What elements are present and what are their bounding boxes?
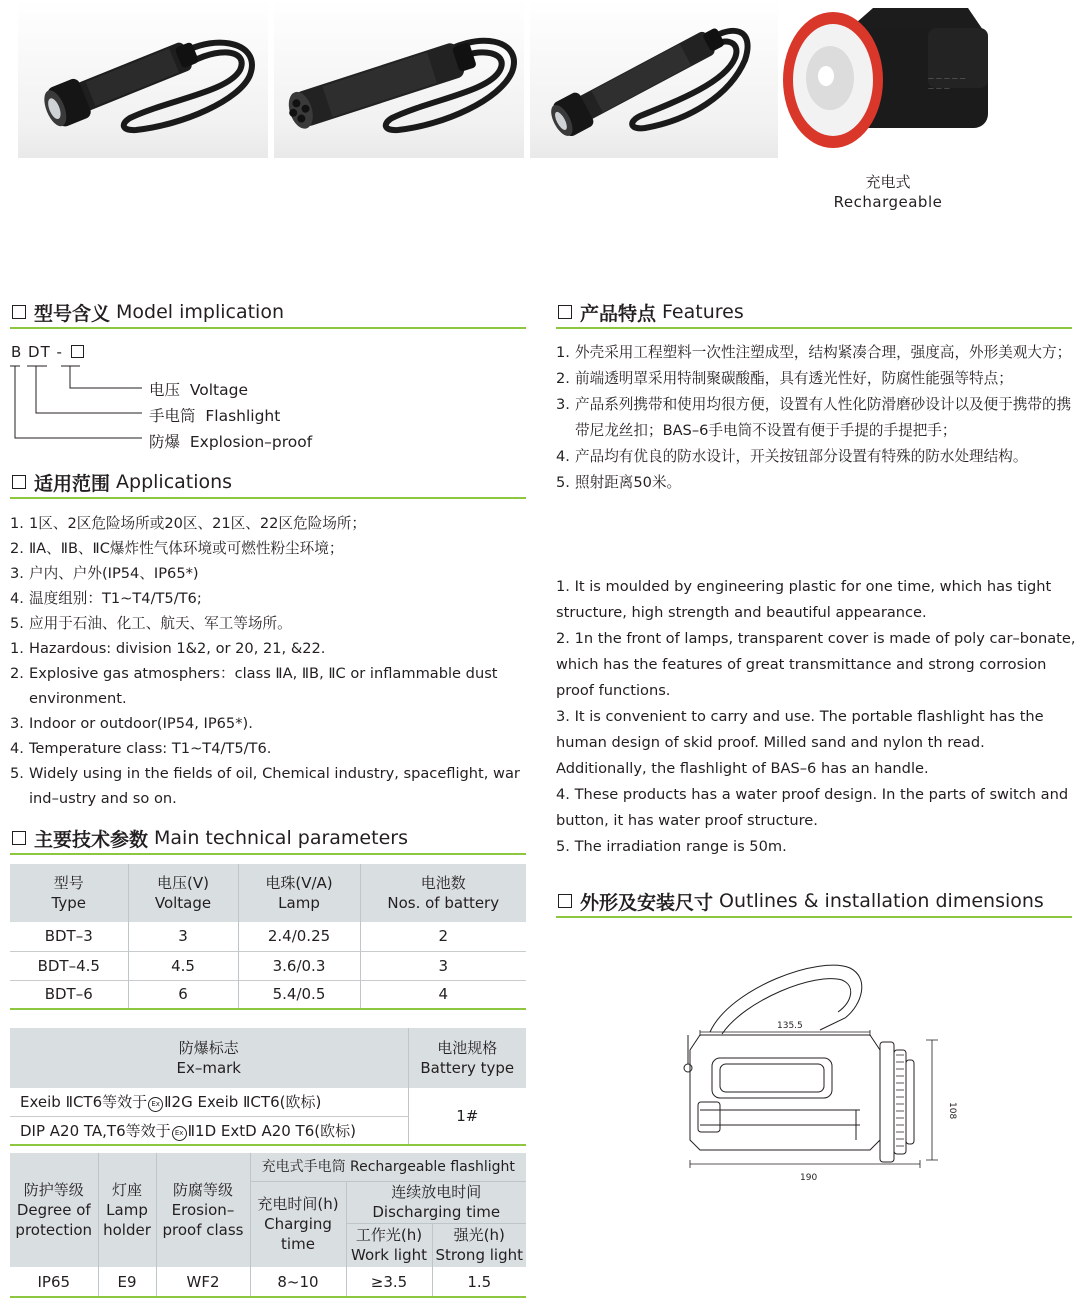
list-item: 1. 外壳采用工程塑料一次性注塑成型，结构紧凑合理，强度高，外形美观大方；: [556, 344, 1072, 361]
section-heading-cn: 型号含义: [34, 302, 111, 325]
list-item: 1. 1区、2区危险场所或20区、21区、22区危险场所；: [10, 515, 366, 532]
exmark-table: [10, 1028, 526, 1146]
rechargeable-caption-en: Rechargeable: [833, 193, 943, 211]
parameters-table: [10, 864, 526, 1010]
list-item: 5. 应用于石油、化工、航天、军工等场所。: [10, 615, 292, 632]
list-item: 3. 产品系列携带和使用均很方便，设置有人性化防滑磨砂设计以及便于携带的携带尼龙丝扣；BAS–6手电筒不设置有便于手提的手提把手；: [556, 396, 1072, 439]
list-item: 5. 照射距离50米。: [556, 474, 682, 491]
table-row: BDT–6 6 5.4/0.5 4: [10, 980, 526, 1009]
list-item: 5. The irradiation range is 50m.: [556, 838, 787, 855]
outline-drawing: [670, 960, 970, 1240]
product-photo-flashlight-1: [18, 0, 268, 158]
rechargeable-table: [10, 1153, 526, 1298]
section-heading-outlines: [556, 886, 1072, 918]
list-item: 2. 1n the front of lamps, transparent cover is made of poly car–bonate, which has the features of great transmittance and strong corrosion proof functions.: [556, 630, 1076, 699]
list-item: 3. It is convenient to carry and use. The portable flashlight has the human design of skid proof. Milled sand and nylon th read. Additionally, the flashlight of BAS–6 has an handle.: [556, 708, 1044, 777]
table-header: 灯座 Lamp holder: [98, 1153, 156, 1267]
list-item: 4. These products has a water proof design. In the parts of switch and button, it has water proof structure.: [556, 786, 1069, 829]
section-heading-parameters: [10, 823, 526, 855]
section-heading-en: Applications: [116, 471, 233, 493]
section-heading-cn: 产品特点: [580, 302, 657, 325]
section-heading-cn: 外形及安装尺寸: [580, 891, 714, 914]
checkbox-square-icon: [12, 305, 26, 319]
features-cn-list: [556, 340, 1074, 496]
table-header: 防护等级 Degree of protection: [10, 1153, 98, 1267]
list-item: 4. 产品均有优良的防水设计，开关按钮部分设置有特殊的防水处理结构。: [556, 448, 1028, 465]
product-photo-flashlight-2: [274, 0, 524, 158]
section-heading-cn: 主要技术参数: [34, 828, 149, 851]
table-header: 连续放电时间 Discharging time: [346, 1181, 526, 1223]
table-row: BDT–3 3 2.4/0.25 2: [10, 922, 526, 951]
rechargeable-caption-cn: 充电式: [865, 173, 911, 191]
list-item: 5. Widely using in the fields of oil, Chemical industry, spaceflight, war ind–ustry and so on.: [10, 765, 520, 807]
section-heading-cn: 适用范围: [34, 472, 111, 495]
dimension-label-bottom: 190: [800, 1173, 818, 1183]
table-header: 电池规格 Battery type: [408, 1028, 526, 1088]
list-item: 3. 户内、户外(IP54、IP65*): [10, 565, 199, 582]
ex-symbol-icon: Ex: [148, 1097, 163, 1112]
ex-symbol-icon: Ex: [172, 1126, 187, 1141]
svg-text:— — — — —: — — — — —: [928, 75, 966, 82]
list-item: 3. Indoor or outdoor(IP54, IP65*).: [10, 715, 253, 732]
table-row: Exeib ⅡCT6等效于 Ex Ⅱ2G Exeib ⅡCT6(欧标) 1#: [10, 1088, 526, 1116]
list-item: 2. ⅡA、ⅡB、ⅡC爆炸性气体环境或可燃性粉尘环境；: [10, 540, 344, 557]
model-bracket-lines: [0, 360, 160, 440]
table-header: 电珠(V/A) Lamp: [238, 864, 360, 922]
section-heading-en: Model implication: [116, 301, 284, 323]
section-heading-en: Features: [662, 301, 744, 323]
checkbox-square-icon: [558, 894, 572, 908]
section-heading-model: [10, 297, 526, 329]
section-heading-features: [556, 297, 1072, 329]
battery-type-value: 1#: [408, 1088, 526, 1145]
table-header: 电池数 Nos. of battery: [360, 864, 526, 922]
list-item: 1. It is moulded by engineering plastic for one time, which has tight structure, high strength and beautiful appearance.: [556, 578, 1052, 621]
list-item: 4. Temperature class: T1~T4/T5/T6.: [10, 740, 272, 757]
table-header: 电压(V) Voltage: [128, 864, 238, 922]
table-header: 充电式手电筒 Rechargeable flashlight: [250, 1153, 526, 1181]
list-item: 1. Hazardous: division 1&2, or 20, 21, &22.: [10, 640, 326, 657]
table-row: BDT–4.5 4.5 3.6/0.3 3: [10, 951, 526, 980]
table-header: 防腐等级 Erosion– proof class: [156, 1153, 250, 1267]
section-heading-en: Outlines & installation dimensions: [719, 890, 1044, 912]
applications-list: [10, 511, 526, 811]
section-heading-en: Main technical parameters: [154, 827, 408, 849]
table-row: DIP A20 TA,T6等效于 Ex Ⅱ1D ExtD A20 T6(欧标): [10, 1116, 526, 1145]
product-photo-rechargeable: [778, 0, 998, 158]
table-header: 强光(h) Strong light: [432, 1223, 526, 1267]
model-code: [11, 343, 84, 361]
dimension-label-top: 135.5: [777, 1021, 803, 1031]
table-header: 防爆标志 Ex–mark: [10, 1028, 408, 1088]
table-header: 型号 Type: [10, 864, 128, 922]
model-label-flashlight: 手电筒 Flashlight: [149, 407, 281, 425]
table-header: 工作光(h) Work light: [346, 1223, 432, 1267]
list-item: 2. Explosive gas atmosphers：class ⅡA, ⅡB, ⅡC or inflammable dust environment.: [10, 665, 498, 707]
rechargeable-caption: [800, 172, 976, 212]
checkbox-square-icon: [12, 475, 26, 489]
model-label-explosion: 防爆 Explosion–proof: [149, 433, 313, 451]
svg-text:— — —: — — —: [928, 85, 950, 92]
features-en-list: [556, 574, 1076, 860]
table-header: 充电时间(h) Charging time: [250, 1181, 346, 1267]
table-row: IP65 E9 WF2 8~10 ≥3.5 1.5: [10, 1267, 526, 1297]
list-item: 4. 温度组别：T1~T4/T5/T6;: [10, 590, 202, 607]
section-heading-applications: [10, 467, 526, 499]
checkbox-square-icon: [12, 831, 26, 845]
checkbox-square-icon: [558, 305, 572, 319]
model-code-box-icon: [71, 345, 84, 358]
model-code-text: B DT -: [11, 343, 63, 361]
product-photo-flashlight-3: [530, 0, 778, 158]
list-item: 2. 前端透明罩采用特制聚碳酸酯，具有透光性好，防腐性能强等特点；: [556, 370, 1013, 387]
model-label-voltage: 电压 Voltage: [149, 381, 248, 399]
dimension-label-height: 108: [947, 1102, 957, 1120]
